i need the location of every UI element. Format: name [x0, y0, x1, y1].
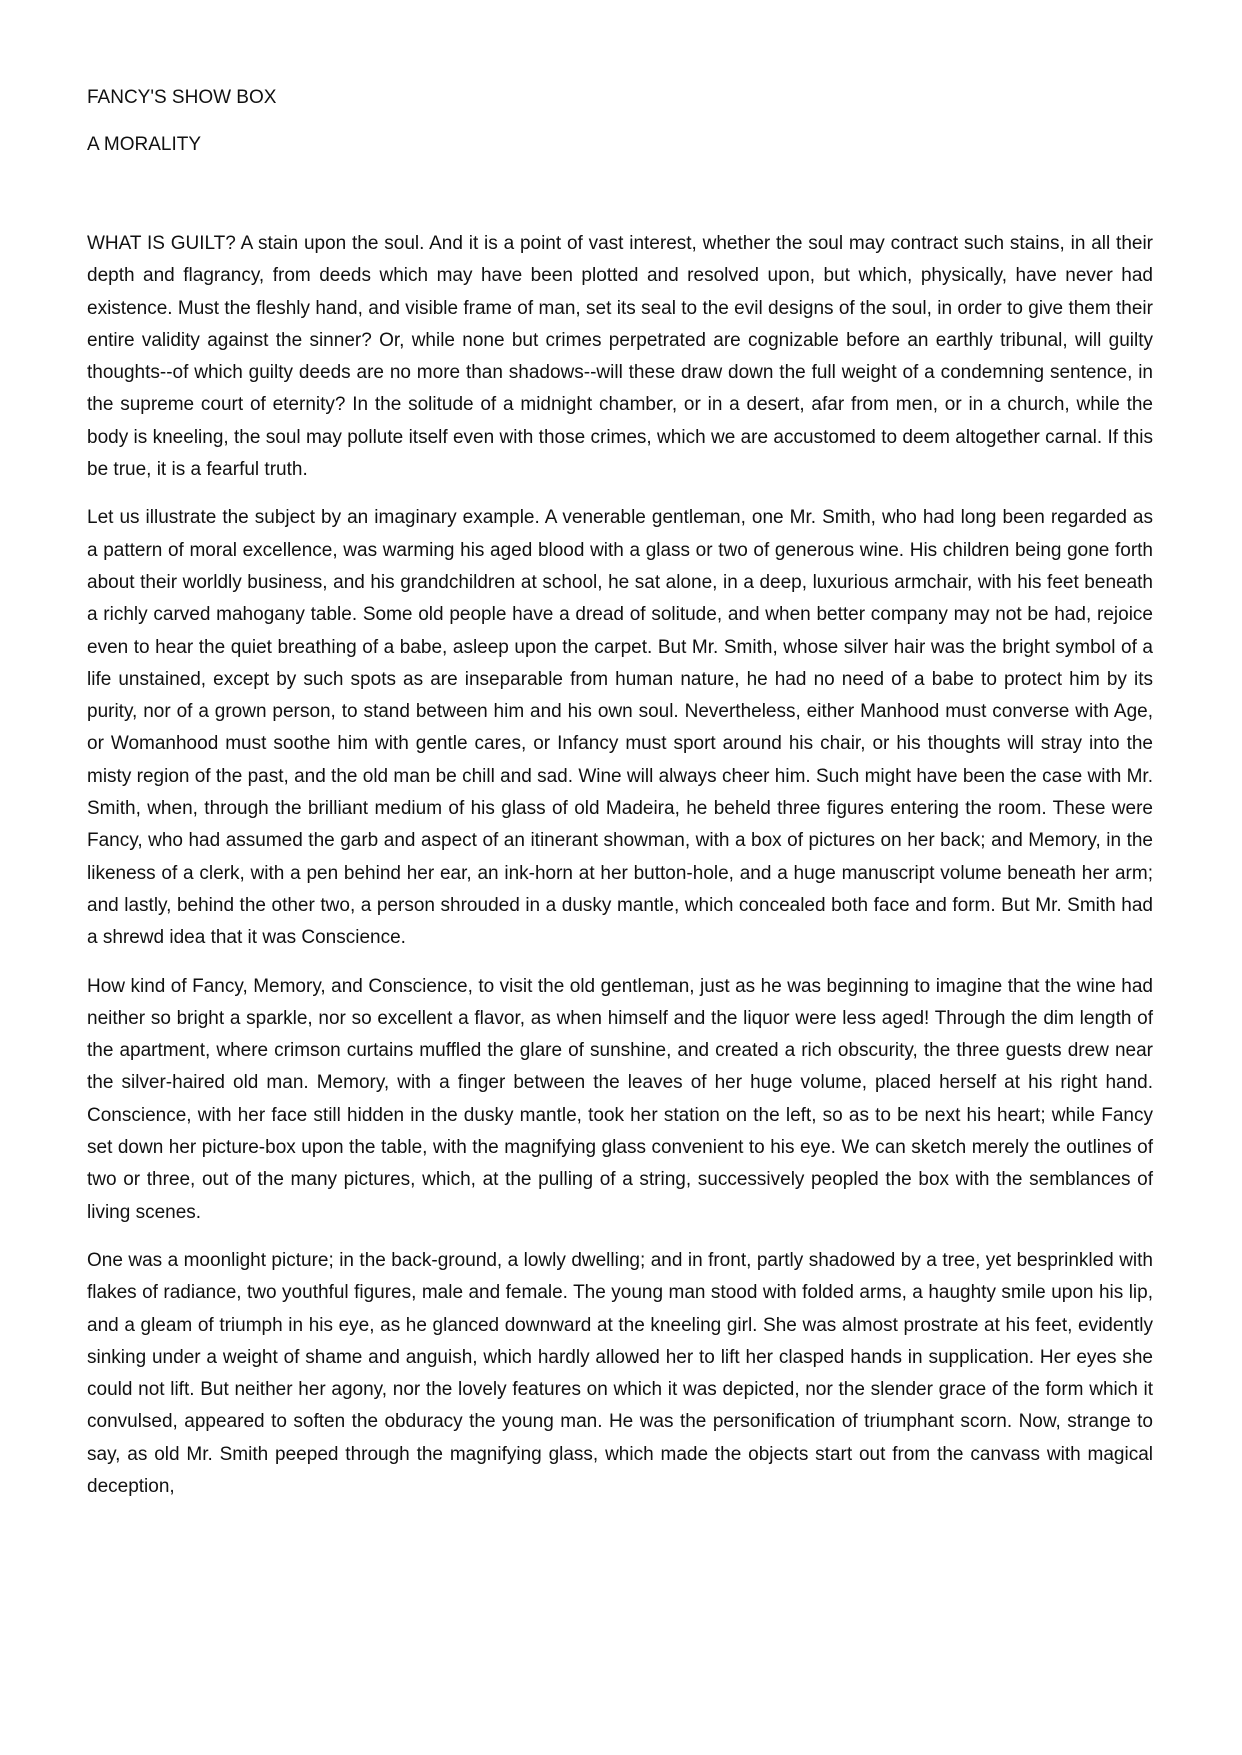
document-page [87, 86, 1153, 1519]
paragraph-1: WHAT IS GUILT? A stain upon the soul. And it is a point of vast interest, whether the soul may contract such stains, in all their depth and flagrancy, from deeds which may have been plotted and resolved upon, but which, physically, have never had existence. Must the fleshly hand, and visible frame of man, set its seal to the evil designs of the soul, in order to give them their entire validity against the sinner? Or, while none but crimes perpetrated are cognizable before an earthly tribunal, will guilty thoughts--of which guilty deeds are no more than shadows--will these draw down the full weight of a condemning sentence, in the supreme court of eternity? In the solitude of a midnight chamber, or in a desert, afar from men, or in a church, while the body is kneeling, the soul may pollute itself even with those crimes, which we are accustomed to deem altogether carnal. If this be true, it is a fearful truth. [87, 233, 1153, 481]
document-subtitle: A MORALITY [87, 134, 202, 155]
document-title: FANCY'S SHOW BOX [87, 87, 277, 108]
paragraph-3: How kind of Fancy, Memory, and Conscience, to visit the old gentleman, just as he was beginning to imagine that the wine had neither so bright a sparkle, nor so excellent a flavor, as when himself and the liquor were less aged! Through the dim length of the apartment, where crimson curtains muffled the glare of sunshine, and created a rich obscurity, the three guests drew near the silver-haired old man. Memory, with a finger between the leaves of her huge volume, placed herself at his right hand. Conscience, with her face still hidden in the dusky mantle, took her station on the left, so as to be next his heart; while Fancy set down her picture-box upon the table, with the magnifying glass convenient to his eye. We can sketch merely the outlines of two or three, out of the many pictures, which, at the pulling of a string, successively peopled the box with the semblances of living scenes. [87, 975, 1153, 1223]
paragraph-4: One was a moonlight picture; in the back-ground, a lowly dwelling; and in front, partly shadowed by a tree, yet besprinkled with flakes of radiance, two youthful figures, male and female. The young man stood with folded arms, a haughty smile upon his lip, and a gleam of triumph in his eye, as he glanced downward at the kneeling girl. She was almost prostrate at his feet, evidently sinking under a weight of shame and anguish, which hardly allowed her to lift her clasped hands in supplication. Her eyes she could not lift. But neither her agony, nor the lovely features on which it was depicted, nor the slender grace of the form which it convulsed, appeared to soften the obduracy the young man. He was the personification of triumphant scorn. Now, strange to say, as old Mr. Smith peeped through the magnifying glass, which made the objects start out from the canvass with magical deception, [87, 1249, 1153, 1497]
paragraph-2: Let us illustrate the subject by an imaginary example. A venerable gentleman, one Mr. Smith, who had long been regarded as a pattern of moral excellence, was warming his aged blood with a glass or two of generous wine. His children being gone forth about their worldly business, and his grandchildren at school, he sat alone, in a deep, luxurious armchair, with his feet beneath a richly carved mahogany table. Some old people have a dread of solitude, and when better company may not be had, rejoice even to hear the quiet breathing of a babe, asleep upon the carpet. But Mr. Smith, whose silver hair was the bright symbol of a life unstained, except by such spots as are inseparable from human nature, he had no need of a babe to protect him by its purity, nor of a grown person, to stand between him and his own soul. Nevertheless, either Manhood must converse with Age, or Womanhood must soothe him with gentle cares, or Infancy must sport around his chair, or his thoughts will stray into the misty region of the past, and the old man be chill and sad. Wine will always cheer him. Such might have been the case with Mr. Smith, when, through the brilliant medium of his glass of old Madeira, he beheld three figures entering the room. These were Fancy, who had assumed the garb and aspect of an itinerant showman, with a box of pictures on her back; and Memory, in the likeness of a clerk, with a pen behind her ear, an ink-horn at her button-hole, and a huge manuscript volume beneath her arm; and lastly, behind the other two, a person shrouded in a dusky mantle, which concealed both face and form. But Mr. Smith had a shrewd idea that it was Conscience. [87, 507, 1153, 949]
